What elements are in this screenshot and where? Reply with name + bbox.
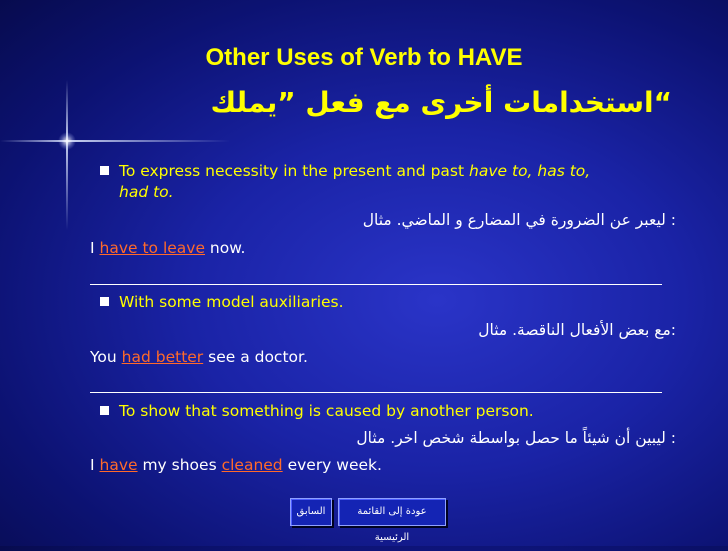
slide-title-arabic: “استخدامات أخرى مع فعل ”يملك xyxy=(210,86,672,119)
separator-line xyxy=(90,392,662,393)
bullet-square xyxy=(100,406,109,415)
example-text: every week. xyxy=(282,456,382,474)
example-highlight: cleaned xyxy=(221,456,283,474)
previous-button[interactable]: السابق xyxy=(290,498,332,526)
example-text: see a doctor. xyxy=(203,348,308,366)
section-2-arabic: :مع بعض الأفعال الناقصة. مثال xyxy=(478,321,676,339)
section-1-bullet-italic-2: had to. xyxy=(119,183,174,201)
section-3-example xyxy=(90,456,382,474)
section-3-bullet: To show that something is caused by another person. xyxy=(119,402,534,420)
section-1-bullet-continued xyxy=(119,183,174,201)
example-text: You xyxy=(90,348,122,366)
example-highlight: had better xyxy=(121,348,204,366)
light-flare-vertical xyxy=(66,80,68,230)
section-1-bullet-italic: have to, has to, xyxy=(469,162,591,180)
bullet-square xyxy=(100,297,109,306)
slide-title-english: Other Uses of Verb to HAVE xyxy=(205,44,523,71)
example-text: now. xyxy=(205,239,246,257)
bullet-square xyxy=(100,166,109,175)
section-1-bullet-text: To express necessity in the present and past xyxy=(119,162,469,180)
example-text: I xyxy=(90,456,100,474)
section-1-example xyxy=(90,239,245,257)
example-text: I xyxy=(90,239,100,257)
section-2-bullet: With some model auxiliaries. xyxy=(119,293,344,311)
section-2-example xyxy=(90,348,308,366)
separator-line xyxy=(90,284,662,285)
example-highlight: have xyxy=(99,456,138,474)
light-flare-horizontal xyxy=(0,140,230,142)
section-3-arabic: : ليبين أن شيئاً ما حصل بواسطة شخص اخر. مثال xyxy=(356,429,676,447)
example-highlight: have to leave xyxy=(99,239,205,257)
example-text: my shoes xyxy=(137,456,222,474)
section-1-arabic: : ليعبر عن الضرورة في المضارع و الماضي. مثال xyxy=(362,211,676,229)
light-flare-center xyxy=(58,132,76,150)
section-1-bullet xyxy=(119,162,590,180)
main-menu-button[interactable]: عودة إلى القائمة الرئيسية xyxy=(338,498,446,526)
